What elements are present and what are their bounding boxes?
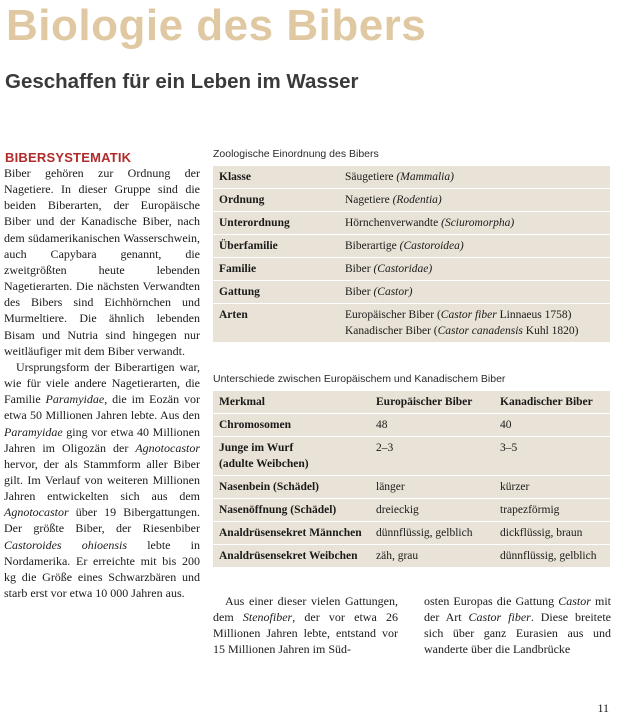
- latin-name: Castor: [558, 594, 591, 608]
- latin-name: Paramyidae: [45, 392, 105, 407]
- table-header-row: [213, 391, 610, 414]
- text-run: über 19 Bibergattungen. Der größte Biber, der Riesenbiber: [4, 505, 200, 536]
- column-header: Kanadischer Biber: [494, 391, 610, 414]
- latin-name: Agnotocastor: [135, 440, 200, 455]
- value-text: Kanadischer Biber (: [345, 325, 438, 337]
- text-run: lebte in Nordamerika. Er erreichte mit bis 200 kg die Größe eines Schwarzbären und starb erst vor etwa 10 000 Jahren aus.: [4, 537, 200, 601]
- table-row: [213, 545, 610, 568]
- eu-value: 48: [370, 414, 494, 437]
- table1-caption: Zoologische Einordnung des Bibers: [213, 148, 379, 160]
- latin-name: Paramyidae: [4, 424, 63, 439]
- section-heading: BIBERSYSTEMATIK: [5, 150, 132, 165]
- row-value: [339, 235, 610, 258]
- species-line: [345, 323, 604, 339]
- row-value: [339, 304, 610, 343]
- bottom-middle-text: [213, 593, 398, 658]
- row-label: Gattung: [213, 281, 339, 304]
- ca-value: 40: [494, 414, 610, 437]
- ca-value: kürzer: [494, 476, 610, 499]
- latin-name: (Sciuromorpha): [441, 217, 515, 229]
- table-row: [213, 212, 610, 235]
- text-run: , der vor etwa 26 Millionen Jahren lebte, entstand vor 15 Millionen Jahren im Süd-: [213, 610, 398, 657]
- row-value: [339, 166, 610, 189]
- latin-name: (Castoroidea): [399, 240, 464, 252]
- column-header: Europäischer Biber: [370, 391, 494, 414]
- eu-value: dreieckig: [370, 499, 494, 522]
- table2-caption: Unterschiede zwischen Europäischem und Kanadischem Biber: [213, 373, 506, 385]
- row-label: Unterordnung: [213, 212, 339, 235]
- row-value: [339, 258, 610, 281]
- row-value: [339, 212, 610, 235]
- value-text: Linnaeus 1758): [496, 309, 572, 321]
- text-run: , die im Eozän vor etwa 50 Millionen Jahren lebte. Aus den: [4, 392, 200, 423]
- value-text: Nagetiere: [345, 194, 393, 206]
- row-label: Analdrüsensekret Weibchen: [213, 545, 370, 568]
- row-label: Familie: [213, 258, 339, 281]
- table-row: [213, 189, 610, 212]
- row-label: Überfamilie: [213, 235, 339, 258]
- text-run: osten Europas die Gattung: [424, 594, 559, 608]
- table-row: [213, 476, 610, 499]
- latin-name: Castor fiber: [468, 610, 531, 625]
- latin-name: (Castor): [373, 286, 413, 298]
- latin-name: Agnotocastor: [4, 505, 69, 520]
- text-run: mit der Art: [424, 594, 611, 625]
- text-run: ging vor etwa 40 Millionen Jahren im Oligozän der: [4, 424, 200, 455]
- table-row: [213, 235, 610, 258]
- latin-name: Castor canadensis: [437, 325, 523, 337]
- table-row: [213, 499, 610, 522]
- table-row: [213, 304, 610, 343]
- value-text: Kuhl 1820): [522, 325, 579, 337]
- row-label: [213, 437, 370, 476]
- row-label: Nasenbein (Schädel): [213, 476, 370, 499]
- text-run: . Diese breitete sich über ganz Eurasien aus und wanderte über die Landbrücke: [424, 610, 611, 657]
- eu-value: länger: [370, 476, 494, 499]
- label-line: (adulte Weibchen): [219, 458, 309, 470]
- table-row: [213, 281, 610, 304]
- ca-value: dickflüssig, braun: [494, 522, 610, 545]
- value-text: Säugetiere: [345, 171, 397, 183]
- comparison-table: [213, 391, 610, 568]
- eu-value: 2–3: [370, 437, 494, 476]
- table-row: [213, 166, 610, 189]
- text-run: Ursprungsform der Biberartigen war, wie für viele andere Nagetierarten, die Familie: [4, 359, 200, 407]
- row-label: Nasenöffnung (Schädel): [213, 499, 370, 522]
- value-text: Europäischer Biber (: [345, 309, 441, 321]
- eu-value: dünnflüssig, gelblich: [370, 522, 494, 545]
- page-number: 11: [597, 701, 609, 715]
- ca-value: dünnflüssig, gelblich: [494, 545, 610, 568]
- latin-name: Castor fiber: [440, 309, 497, 321]
- latin-name: (Mammalia): [396, 171, 454, 183]
- ca-value: trapezförmig: [494, 499, 610, 522]
- row-label: Chromosomen: [213, 414, 370, 437]
- table-row: [213, 258, 610, 281]
- row-label: Klasse: [213, 166, 339, 189]
- latin-name: Stenofiber: [242, 610, 293, 625]
- classification-table: [213, 166, 610, 343]
- paragraph-2: [4, 359, 200, 601]
- value-text: Biber: [345, 263, 374, 275]
- row-label: Analdrüsensekret Männchen: [213, 522, 370, 545]
- page-subtitle: Geschaffen für ein Leben im Wasser: [5, 70, 359, 93]
- eu-value: zäh, grau: [370, 545, 494, 568]
- text-run: Aus einer dieser vielen Gattungen, dem: [213, 594, 398, 625]
- species-line: [345, 307, 604, 323]
- value-text: Biber: [345, 286, 374, 298]
- latin-name: (Rodentia): [392, 194, 442, 206]
- row-label: Ordnung: [213, 189, 339, 212]
- row-label: Arten: [213, 304, 339, 343]
- value-text: Hörnchenverwandte: [345, 217, 442, 229]
- label-line: Junge im Wurf: [219, 442, 294, 454]
- table-row: [213, 414, 610, 437]
- row-value: [339, 189, 610, 212]
- table-row: [213, 522, 610, 545]
- table-row: [213, 437, 610, 476]
- bottom-right-text: [424, 593, 611, 658]
- value-text: Biberartige: [345, 240, 400, 252]
- text-run: hervor, der als Stammform aller Biber gilt. Im Verlauf von weiteren Millionen Jahren entwickelten sich aus dem: [4, 456, 200, 504]
- ca-value: 3–5: [494, 437, 610, 476]
- page-title: Biologie des Bibers: [6, 1, 427, 50]
- column-header: Merkmal: [213, 391, 370, 414]
- latin-name: (Castoridae): [373, 263, 433, 275]
- left-column-text: [4, 165, 200, 601]
- row-value: [339, 281, 610, 304]
- latin-name: Castoroides ohioensis: [4, 537, 128, 552]
- paragraph-1: Biber gehören zur Ordnung der Nagetiere. In dieser Gruppe sind die beiden Biberarten, der Europäische Biber und der Kanadische Biber, nach dem südamerikanischen Wasserschwein, auch Capybara genannt, die zweitgrößten heute lebenden Nagetierarten. Die nächsten Verwandten des Bibers sind Eichhörnchen und Murmeltiere. Die ähnlich lebenden Bisam und Nutria sind hingegen nur weitläufiger mit dem Biber verwandt.: [4, 166, 200, 358]
